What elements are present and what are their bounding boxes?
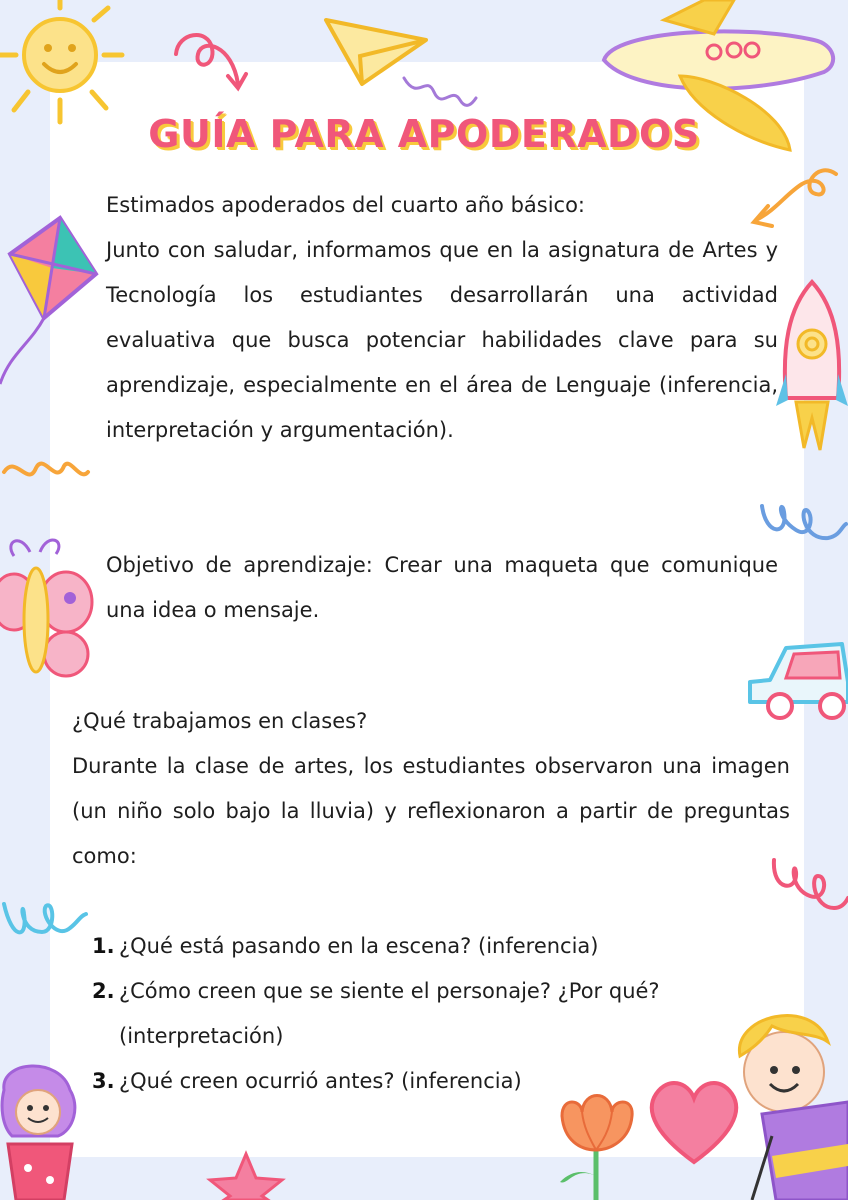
greeting-line: Estimados apoderados del cuarto año básico: xyxy=(106,193,586,217)
butterfly-doodle xyxy=(0,532,100,682)
question-number: 1. xyxy=(92,934,115,958)
question-text: ¿Qué creen ocurrió antes? (inferencia) xyxy=(119,1069,522,1093)
intro-section xyxy=(106,183,778,453)
question-item xyxy=(92,1059,782,1104)
question-item xyxy=(92,969,782,1059)
question-item xyxy=(92,924,782,969)
blue-swirl-doodle xyxy=(756,486,848,548)
orange-swirl-doodle xyxy=(0,452,92,498)
objective-paragraph: Objetivo de aprendizaje: Crear una maqueta que comunique una idea o mensaje. xyxy=(106,553,778,622)
question-list xyxy=(92,924,782,1104)
pink-arrow-doodle xyxy=(168,24,258,104)
rocket-doodle xyxy=(776,278,848,478)
star-doodle xyxy=(206,1150,286,1200)
question-number: 2. xyxy=(92,979,115,1003)
girl-doodle xyxy=(0,1060,98,1200)
intro-paragraph: Junto con saludar, informamos que en la asignatura de Artes y Tecnología los estudiantes desarrollarán una actividad evaluativa que busca potenciar habilidades clave para su aprendizaje, especialmente en el área de Lenguaje (inferencia, interpretación y argumentación). xyxy=(106,238,778,442)
question-text: ¿Qué está pasando en la escena? (inferencia) xyxy=(119,934,599,958)
page-title: GUÍA PARA APODERADOS xyxy=(148,112,700,156)
kite-doodle xyxy=(0,214,110,394)
swirl-doodle xyxy=(400,68,480,114)
class-section xyxy=(72,699,790,879)
question-number: 3. xyxy=(92,1069,115,1093)
class-paragraph: Durante la clase de artes, los estudiantes observaron una imagen (un niño solo bajo la lluvia) y reflexionaron a partir de preguntas como: xyxy=(72,754,790,868)
class-heading: ¿Qué trabajamos en clases? xyxy=(72,709,368,733)
blue-squiggle-doodle xyxy=(0,880,90,944)
question-text: ¿Cómo creen que se siente el personaje? ¿Por qué? (interpretación) xyxy=(119,979,660,1048)
